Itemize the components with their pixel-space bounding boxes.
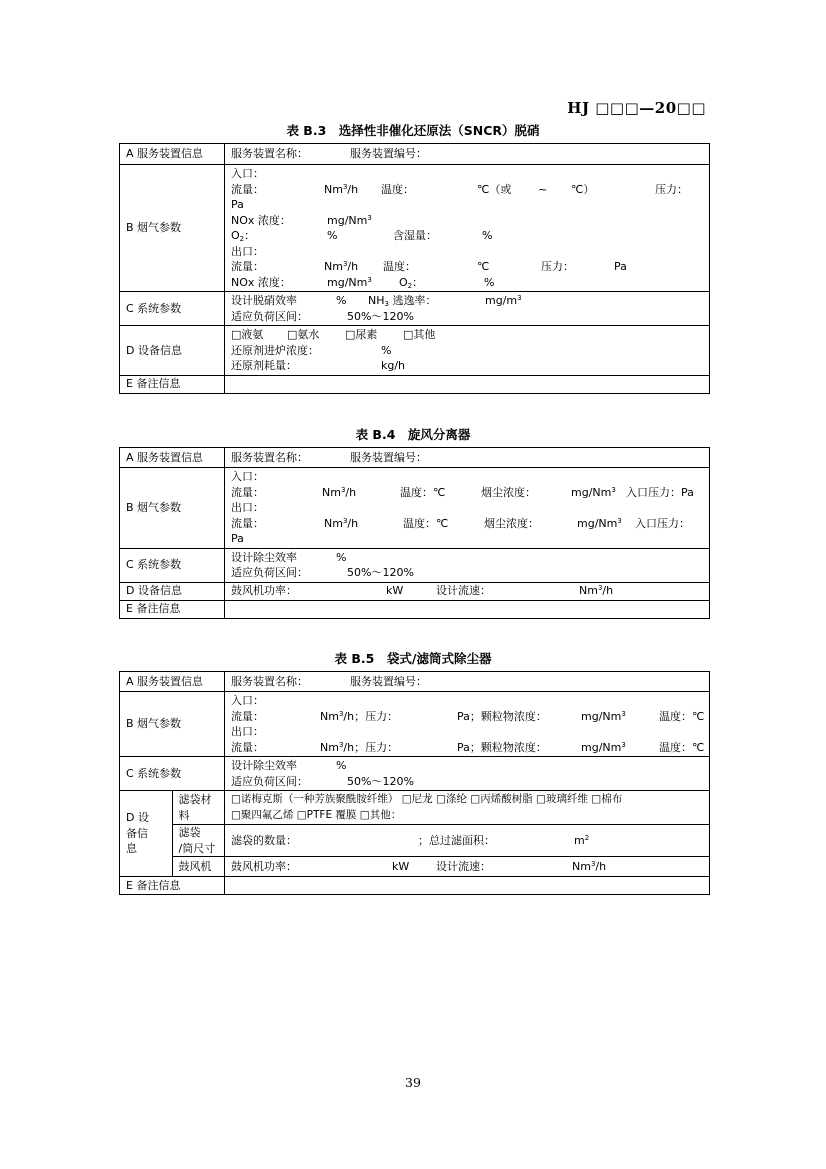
table-b5: [119, 671, 710, 895]
outlet-label: 出口：: [231, 725, 264, 738]
flow-label: 流量：: [231, 516, 264, 530]
temp-label: 温度：℃: [400, 485, 446, 499]
row-label-part: 备信: [126, 826, 148, 840]
service-code-label: 服务装置编号：: [350, 450, 427, 464]
filter-area-unit: $m^2$: [574, 833, 590, 847]
table-row: [120, 877, 710, 895]
row-label: B 烟气参数: [120, 165, 225, 292]
table-b5-caption: 表 B.5 袋式/滤筒式除尘器: [334, 651, 492, 666]
row-content: [225, 672, 710, 692]
row-label: D 设备信息: [120, 326, 225, 376]
pm-label: Pa；颗粒物浓度：: [457, 740, 547, 754]
load-label: 适应负荷区间：: [231, 774, 308, 788]
table-row: [120, 757, 710, 791]
outlet-label: 出口：: [231, 244, 264, 258]
row-label: C 系统参数: [120, 292, 225, 326]
page-number: 39: [405, 1075, 421, 1090]
sub-label: [172, 791, 225, 825]
fan-power-label: 鼓风机功率：: [231, 859, 297, 873]
document-header: HJ □□□—20□□: [567, 99, 706, 117]
moisture-label: 含湿量：: [393, 229, 437, 242]
flow-speed-label: 设计流速：: [436, 859, 491, 873]
temp-unit: ℃: [477, 260, 490, 273]
load-label: 适应负荷区间：: [231, 309, 308, 323]
flow-unit: Nm$^3$/h；压力：: [320, 740, 399, 754]
row-content: [225, 877, 710, 895]
row-label: B 烟气参数: [120, 468, 225, 549]
pressure-label: 压力：: [655, 182, 688, 196]
flow-unit: Nm$^3$/h: [324, 182, 359, 196]
filter-size-label: /筒尺寸: [178, 841, 216, 855]
service-name-label: 服务装置名称：: [231, 147, 308, 161]
service-name-label: 服务装置名称：: [231, 450, 308, 464]
o2-unit: %: [484, 275, 495, 289]
row-label: E 备注信息: [120, 600, 225, 618]
dust-label: 烟尘浓度：: [481, 485, 536, 499]
efficiency-label: 设计除尘效率: [231, 759, 297, 772]
efficiency-label: 设计脱硝效率: [231, 294, 297, 307]
o2-unit: %: [327, 229, 338, 242]
inlet-label: 入口：: [231, 694, 264, 707]
inlet-pressure-label: 入口压力：: [635, 516, 690, 530]
pressure-unit: Pa: [231, 532, 244, 545]
load-label: 适应负荷区间：: [231, 566, 308, 579]
row-content: [225, 375, 710, 393]
row-label: A 服务装置信息: [120, 672, 225, 692]
dust-label: 烟尘浓度：: [484, 516, 539, 530]
table-row: [120, 672, 710, 692]
row-label: E 备注信息: [120, 375, 225, 393]
load-range: 50%～120%: [347, 566, 414, 579]
table-row: [120, 375, 710, 393]
flow-speed-unit: Nm$^3$/h: [572, 859, 607, 873]
table-row: [120, 692, 710, 757]
row-content: [225, 326, 710, 376]
temp-label: 温度：℃: [659, 709, 705, 723]
row-content: [225, 857, 710, 877]
table-row: [120, 165, 710, 292]
service-name-label: 服务装置名称：: [231, 674, 308, 688]
row-label: B 烟气参数: [120, 692, 225, 757]
nh3-unit: $mg/m^3$: [485, 294, 522, 307]
flow-label: 流量：: [231, 182, 264, 196]
pm-unit: mg/Nm$^3$: [581, 740, 626, 754]
table-row: [120, 825, 710, 857]
filter-material-label: 滤袋材: [178, 793, 212, 806]
nh3-label: $NH_3$ 逃逸率：: [368, 294, 437, 308]
row-label: A 服务装置信息: [120, 144, 225, 165]
flow-label: 流量：: [231, 709, 264, 723]
row-content: [225, 468, 710, 549]
table-row: [120, 791, 710, 825]
nox-unit: mg/Nm$^3$: [327, 275, 372, 289]
row-label: D 设备信息: [120, 582, 225, 600]
flow-speed-unit: Nm$^3$/h: [579, 584, 614, 598]
row-label: E 备注信息: [120, 877, 225, 895]
table-row: [120, 144, 710, 165]
row-label-part: 息: [126, 842, 137, 856]
bag-count-label: 滤袋的数量：: [231, 833, 297, 847]
row-content: [225, 582, 710, 600]
row-label: C 系统参数: [120, 548, 225, 582]
table-row: [120, 548, 710, 582]
temp-unit: ℃（或: [477, 182, 512, 196]
nox-label: NOx 浓度：: [231, 213, 291, 227]
row-content: [225, 165, 710, 292]
nox-unit: mg/Nm$^3$: [327, 213, 372, 227]
reductant-conc-label: 还原剂进炉浓度：: [231, 343, 319, 357]
row-label-part: D 设: [126, 811, 149, 825]
row-content: [225, 825, 710, 857]
reductant-conc-unit: %: [381, 343, 392, 357]
reductant-cons-unit: kg/h: [381, 359, 406, 372]
o2-label: $O_2$：: [231, 229, 256, 243]
sub-label: [172, 825, 225, 857]
efficiency-unit: %: [336, 294, 347, 307]
temp-label: 温度：℃: [403, 516, 449, 530]
table-row: [120, 448, 710, 468]
table-row: [120, 857, 710, 877]
row-content: [225, 144, 710, 165]
filter-area-label: ；总过滤面积：: [418, 833, 495, 847]
flow-unit: Nm$^3$/h；压力：: [320, 709, 399, 723]
option-urea: □尿素: [345, 328, 378, 341]
pm-label: Pa；颗粒物浓度：: [457, 709, 547, 723]
row-label: C 系统参数: [120, 757, 225, 791]
fan-power-label: 鼓风机功率：: [231, 584, 297, 598]
table-row: [120, 326, 710, 376]
dust-unit: mg/Nm$^3$: [577, 516, 622, 530]
table-row: [120, 600, 710, 618]
pressure-unit: Pa: [614, 260, 627, 273]
temp-label: 温度：℃: [659, 740, 705, 754]
option-other: □其他: [403, 328, 436, 341]
flow-label: 流量：: [231, 260, 264, 273]
sub-label: 鼓风机: [172, 857, 225, 877]
row-content: [225, 448, 710, 468]
inlet-label: 入口：: [231, 167, 264, 180]
row-content: [225, 791, 710, 825]
inlet-label: 入口：: [231, 470, 264, 483]
row-label: [120, 791, 173, 877]
temp-label: 温度：: [381, 182, 414, 196]
pm-unit: mg/Nm$^3$: [581, 709, 626, 723]
service-code-label: 服务装置编号：: [350, 674, 427, 688]
option-liquid-ammonia: □液氨: [231, 328, 264, 341]
inlet-pressure-label: 入口压力：Pa: [626, 485, 694, 499]
moisture-unit: %: [482, 229, 493, 242]
table-b4: [119, 447, 710, 619]
table-b4-caption: 表 B.4 旋风分离器: [355, 427, 471, 442]
flow-unit: Nm$^3$/h: [322, 485, 357, 499]
load-range: 50%～120%: [347, 774, 414, 788]
reductant-cons-label: 还原剂耗量：: [231, 359, 297, 372]
filter-material-label: 料: [178, 808, 190, 822]
flow-label: 流量：: [231, 740, 264, 754]
table-row: [120, 582, 710, 600]
row-content: [225, 757, 710, 791]
efficiency-unit: %: [336, 759, 347, 772]
table-row: [120, 292, 710, 326]
filter-size-label: 滤袋: [178, 826, 201, 839]
flow-unit: Nm$^3$/h: [324, 260, 359, 273]
row-content: [225, 600, 710, 618]
table-row: [120, 468, 710, 549]
option-ammonia-water: □氨水: [287, 328, 320, 341]
row-content: [225, 548, 710, 582]
table-b3-caption: 表 B.3 选择性非催化还原法（SNCR）脱硝: [286, 123, 540, 138]
fan-power-unit: kW: [392, 859, 410, 873]
flow-label: 流量：: [231, 485, 264, 499]
temp-unit2: ℃）: [571, 182, 595, 196]
efficiency-label: 设计除尘效率: [231, 550, 297, 564]
nox-label: NOx 浓度：: [231, 275, 291, 289]
o2-label: $O_2$：: [399, 275, 424, 290]
filter-material-options: □诺梅克斯（一种芳族聚酰胺纤维） □尼龙 □涤纶 □丙烯酸树脂 □玻璃纤维 □棉布: [231, 793, 623, 805]
efficiency-unit: %: [336, 550, 347, 564]
row-content: [225, 292, 710, 326]
service-code-label: 服务装置编号：: [350, 147, 427, 161]
filter-material-options: □聚四氟乙烯 □PTFE 覆膜 □其他：: [231, 808, 402, 821]
outlet-label: 出口：: [231, 501, 264, 514]
pressure-unit: Pa: [231, 198, 244, 211]
flow-speed-label: 设计流速：: [436, 584, 491, 598]
table-b3: [119, 143, 710, 394]
dust-unit: mg/Nm$^3$: [571, 485, 616, 499]
load-range: 50%～120%: [347, 309, 414, 323]
fan-power-unit: kW: [386, 584, 404, 598]
temp-label: 温度：: [383, 260, 416, 273]
flow-unit: Nm$^3$/h: [324, 516, 359, 530]
row-label: A 服务装置信息: [120, 448, 225, 468]
row-content: [225, 692, 710, 757]
pressure-label: 压力：: [541, 260, 574, 273]
tilde: ~: [538, 182, 548, 196]
